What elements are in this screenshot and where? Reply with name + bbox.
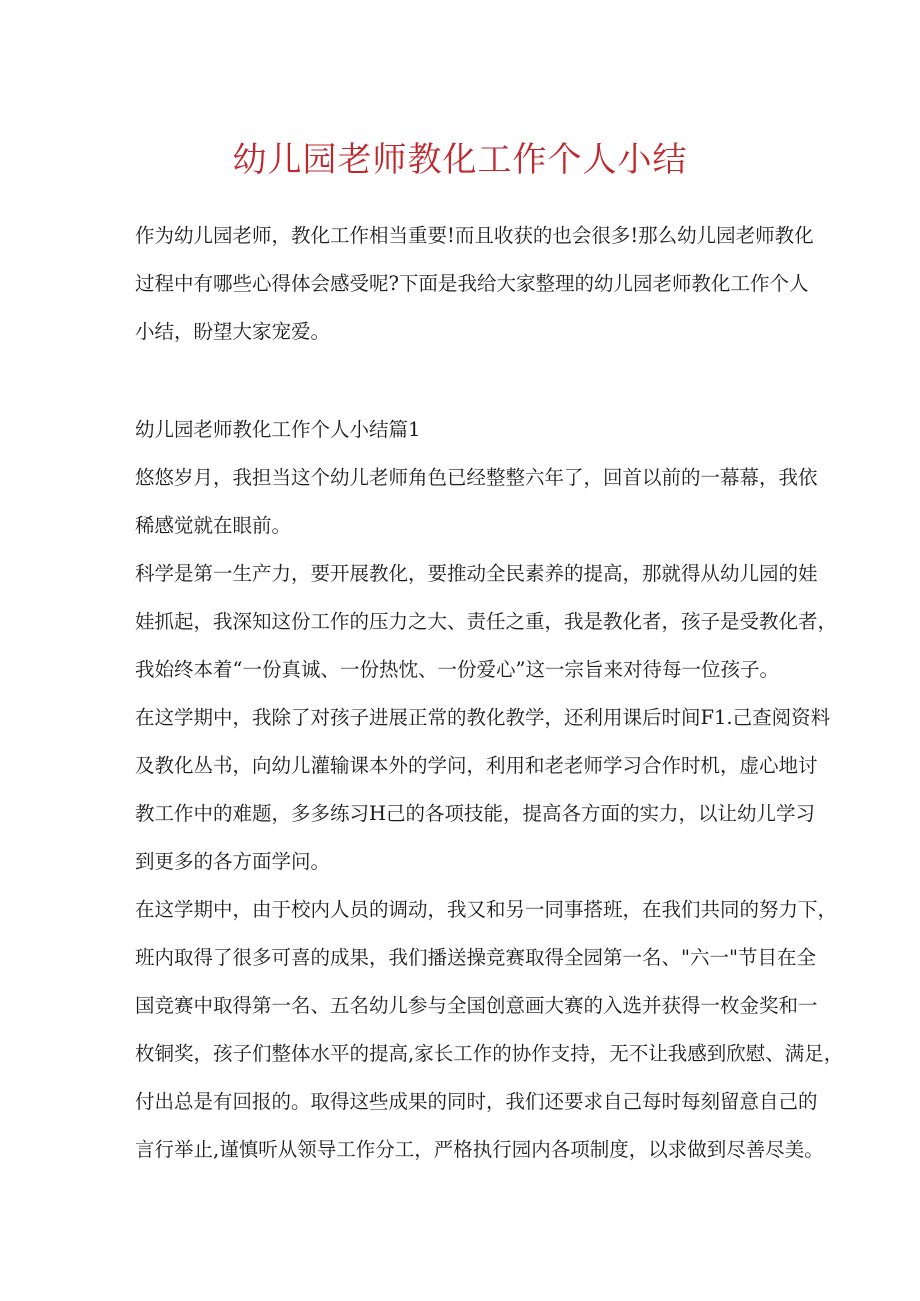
document-title: 幼儿园老师教化工作个人小结	[232, 140, 688, 180]
body-line: 及教化丛书，向幼儿灌输课本外的学问，利用和老老师学习合作时机，虚心地讨	[135, 754, 818, 777]
body-line: 教工作中的难题，多多练习H己的各项技能，提高各方面的实力，以让幼儿学习	[135, 802, 816, 825]
body-line: 稀感觉就在眼前。	[135, 514, 292, 537]
intro-line: 过程中有哪些心得体会感受呢?下面是我给大家整理的幼儿园老师教化工作个人	[135, 272, 809, 295]
body-line: 科学是第一生产力，要开展教化，要推动全民素养的提高，那就得从幼儿园的娃	[135, 562, 818, 585]
body-line: 国竞赛中取得第一名、五名幼儿参与全国创意画大赛的入选并获得一枚金奖和一	[135, 994, 818, 1017]
body-line: 在这学期中，我除了对孩子进展正常的教化教学，还利用课后时间F1.己查阅资料	[135, 706, 831, 729]
body-line: 言行举止,谨慎听从领导工作分工，严格执行园内各项制度，以求做到尽善尽美。	[135, 1138, 824, 1161]
body-line: 付出总是有回报的。取得这些成果的同时，我们还要求自己每时每刻留意自己的	[135, 1090, 818, 1113]
body-line: 娃抓起，我深知这份工作的压力之大、责任之重，我是教化者，孩子是受教化者，	[135, 610, 838, 633]
body-line: 在这学期中，由于校内人员的调动，我又和另一同事搭班，在我们共同的努力下，	[135, 898, 838, 921]
body-line: 我始终本着“一份真诚、一份热忱、一份爱心”这一宗旨来对待每一位孩子。	[135, 658, 779, 681]
body-line: 班内取得了很多可喜的成果，我们播送操竞赛取得全园第一名、"六一"节目在全	[135, 946, 816, 969]
intro-line: 小结，盼望大家宠爱。	[135, 320, 331, 343]
body-line: 枚铜奖，孩子们整体水平的提高,家长工作的协作支持，无不让我感到欣慰、满足，	[135, 1042, 844, 1065]
body-line: 到更多的各方面学问。	[135, 850, 331, 873]
intro-line: 作为幼儿园老师，教化工作相当重要!而且收获的也会很多!那么幼儿园老师教化	[135, 224, 814, 247]
body-line: 悠悠岁月，我担当这个幼儿老师角色已经整整六年了，回首以前的一幕幕，我依	[135, 466, 818, 489]
section-heading: 幼儿园老师教化工作个人小结篇1	[135, 418, 421, 441]
